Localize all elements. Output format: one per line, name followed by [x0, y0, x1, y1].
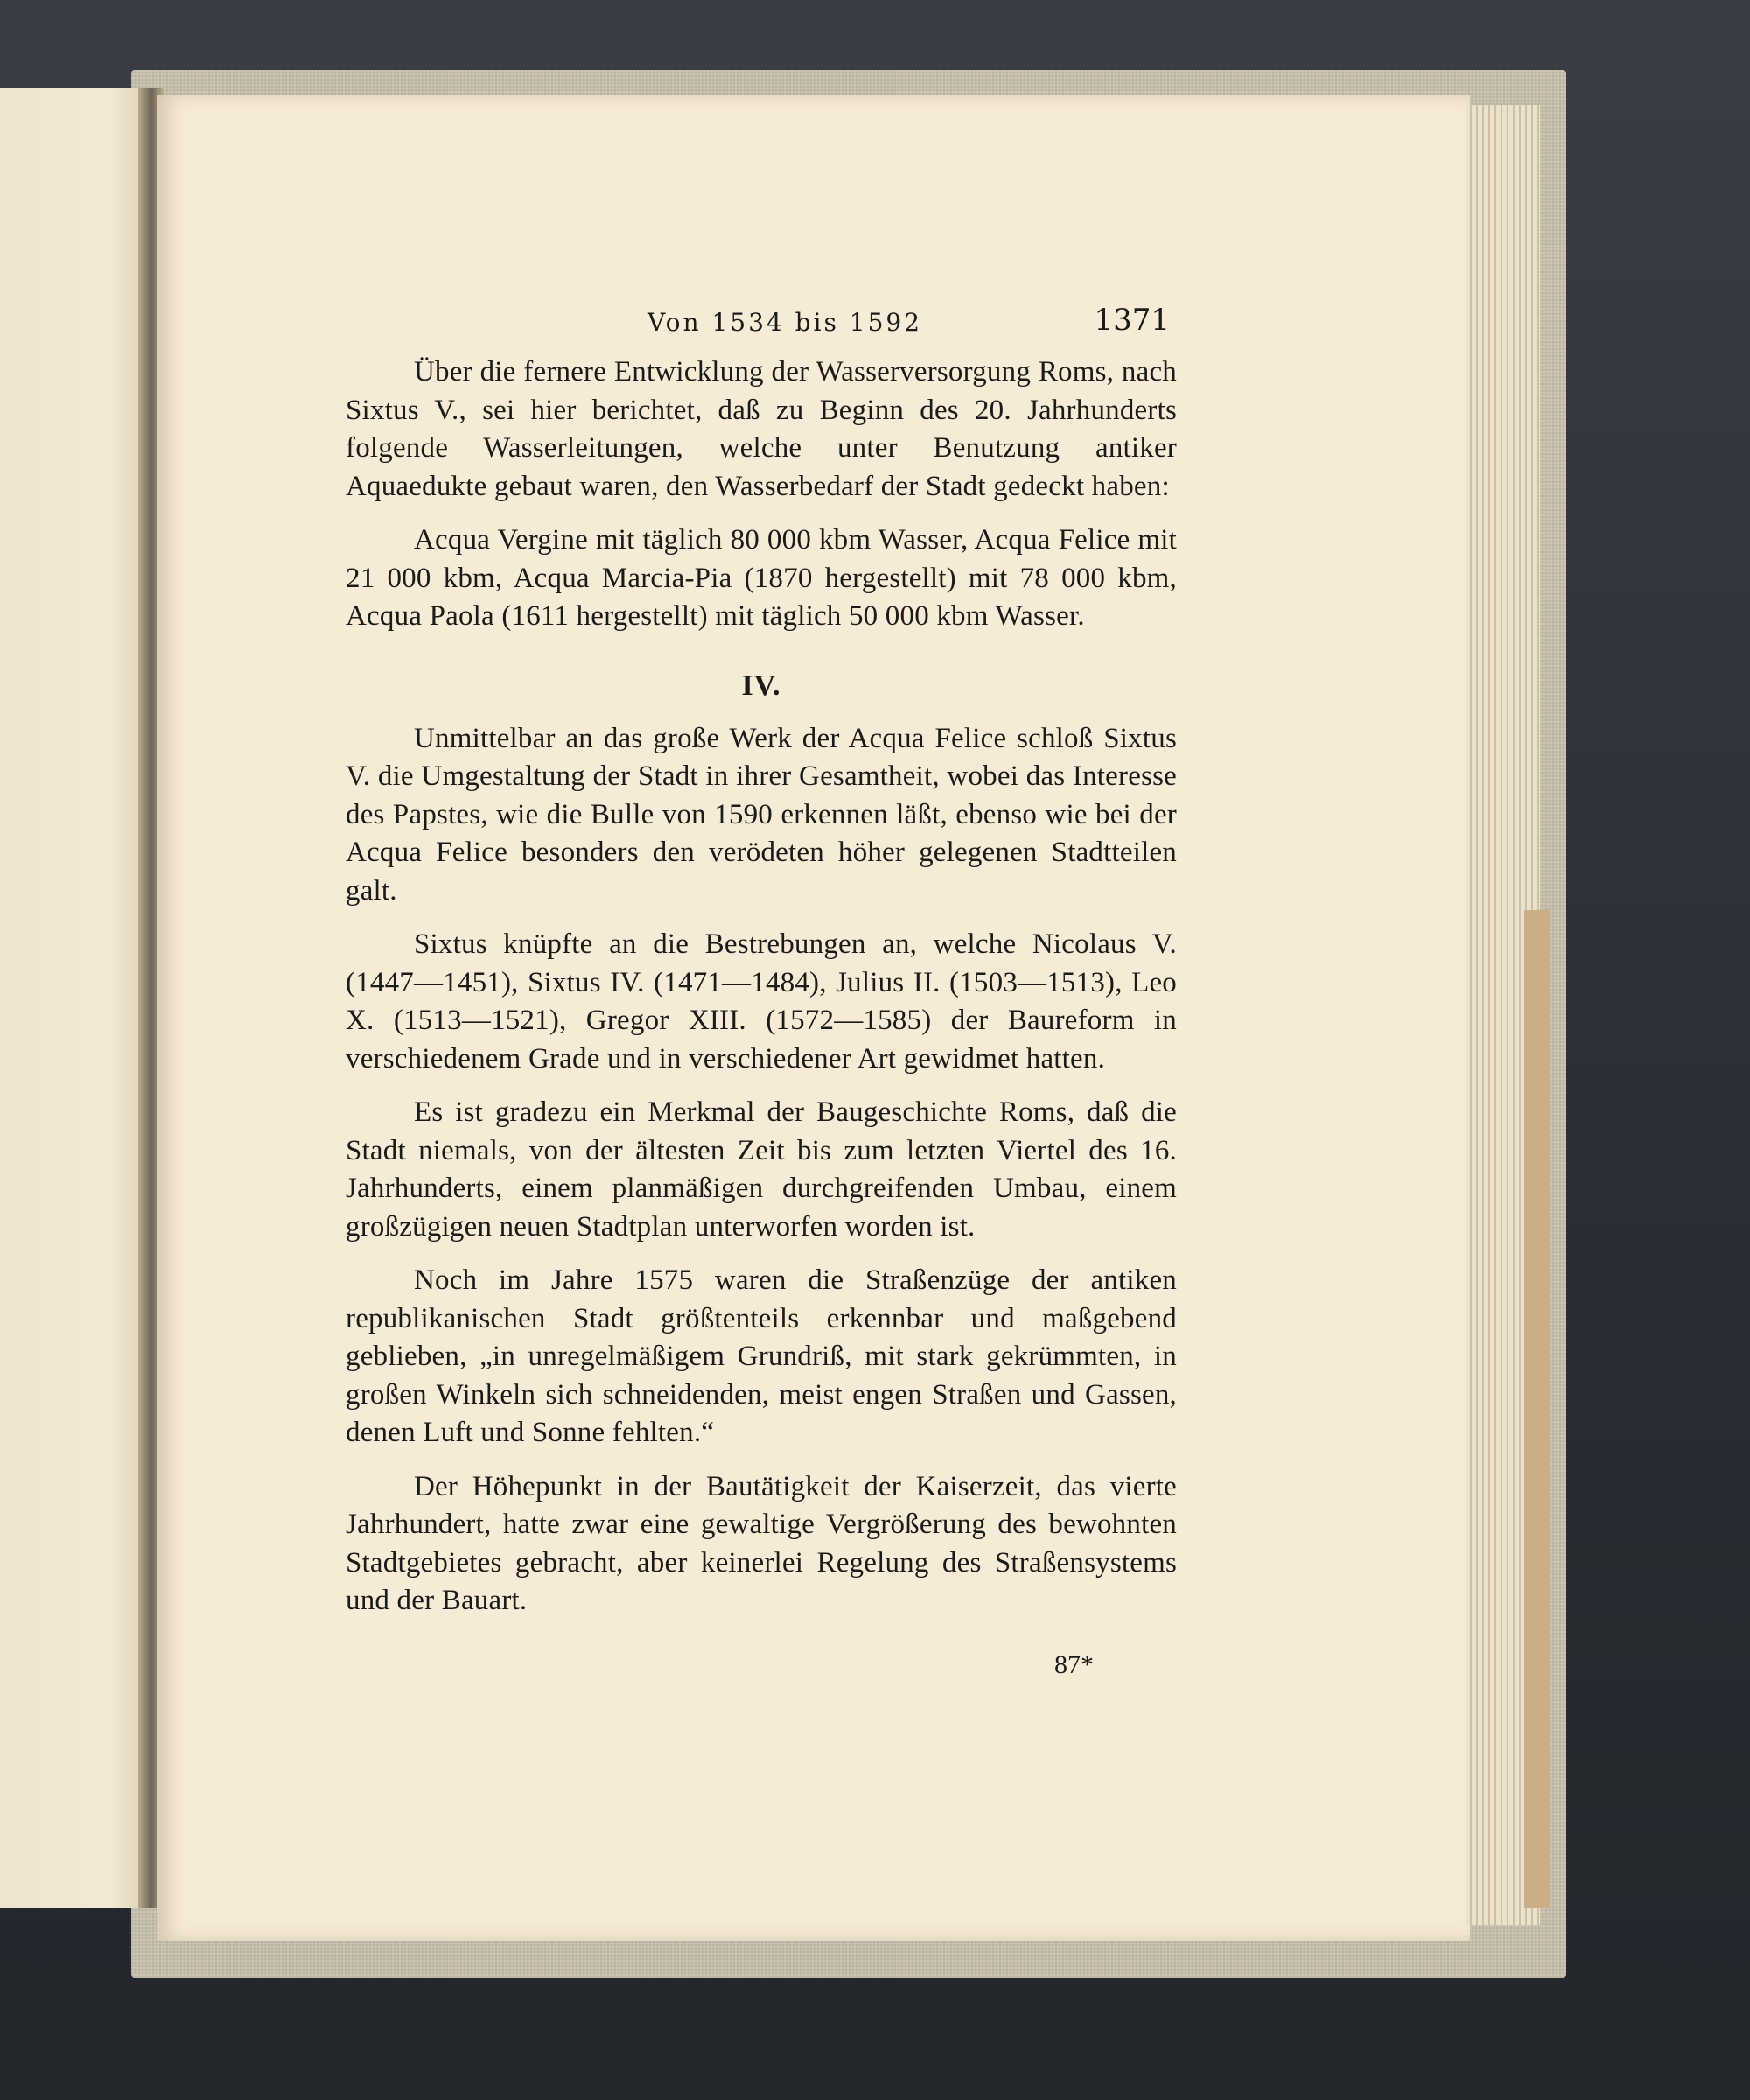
paragraph-predecessors: Sixtus knüpfte an die Bestrebungen an, welche Nicolaus V. (1447—1451), Sixtus IV. (1471—1484), Julius II. (1503—1513), Leo X. (1513—1521), Gregor XIII. (1572—1585) der Baureform in verschiedenem Grade und in verschiedener Art gewidmet hatten. — [346, 928, 1177, 1074]
paragraph-water-supply: Über die fernere Entwicklung der Wasserversorgung Roms, nach Sixtus V., sei hier berichtet, daß zu Beginn des 20. Jahrhunderts folgende Wasserleitungen, welche unter Benutzung antiker Aquaedukte gebaut waren, den Wasserbedarf der Stadt gedeckt haben: — [346, 356, 1177, 502]
running-head-title: Von 1534 bis 1592 — [648, 308, 923, 337]
paragraph-acqua-felice: Unmittelbar an das große Werk der Acqua Felice schloß Sixtus V. die Umgestaltung der Stadt in ihrer Gesamtheit, wobei das Interesse des Papstes, wie die Bulle von 1590 erkennen läßt, ebenso wie bei der Acqua Felice besonders den verödeten höher gelegenen Stadtteilen galt. — [346, 722, 1177, 906]
bookmark-ribbon — [1524, 910, 1550, 1908]
page-text-block — [346, 303, 1177, 1680]
left-page-edge — [0, 88, 156, 1908]
running-head — [346, 303, 1177, 354]
page-number: 1371 — [1094, 303, 1170, 338]
paragraph-year-1575: Noch im Jahre 1575 waren die Straßenzüge der antiken republikanischen Stadt größtenteils erkennbar und maßgebend geblieben, „in unregelmäßigem Grundriß, mit stark gekrümmten, in großen Winkeln sich schneidenden, meist engen Straßen und Gassen, denen Luft und Sonne fehlten.“ — [346, 1264, 1177, 1448]
section-heading: IV. — [741, 668, 781, 702]
printer-signature: 87* — [1054, 1649, 1094, 1679]
paragraph-imperial-era: Der Höhepunkt in der Bautätigkeit der Kaiserzeit, das vierte Jahrhundert, hatte zwar eine gewaltige Vergrößerung des bewohnten Stadtgebietes gebracht, aber keinerlei Regelung des Straßensystems und der Bauart. — [346, 1470, 1177, 1616]
paragraph-building-history: Es ist gradezu ein Merkmal der Baugeschichte Roms, daß die Stadt niemals, von der ältesten Zeit bis zum letzten Viertel des 16. Jahrhunderts, einem planmäßigen durchgreifenden Umbau, einem großzügigen neuen Stadtplan unterworfen worden ist. — [346, 1096, 1177, 1242]
paragraph-aqueducts: Acqua Vergine mit täglich 80 000 kbm Wasser, Acqua Felice mit 21 000 kbm, Acqua Marcia-Pia (1870 hergestellt) mit 78 000 kbm, Acqua Paola (1611 hergestellt) mit täglich 50 000 kbm Wasser. — [346, 524, 1177, 632]
